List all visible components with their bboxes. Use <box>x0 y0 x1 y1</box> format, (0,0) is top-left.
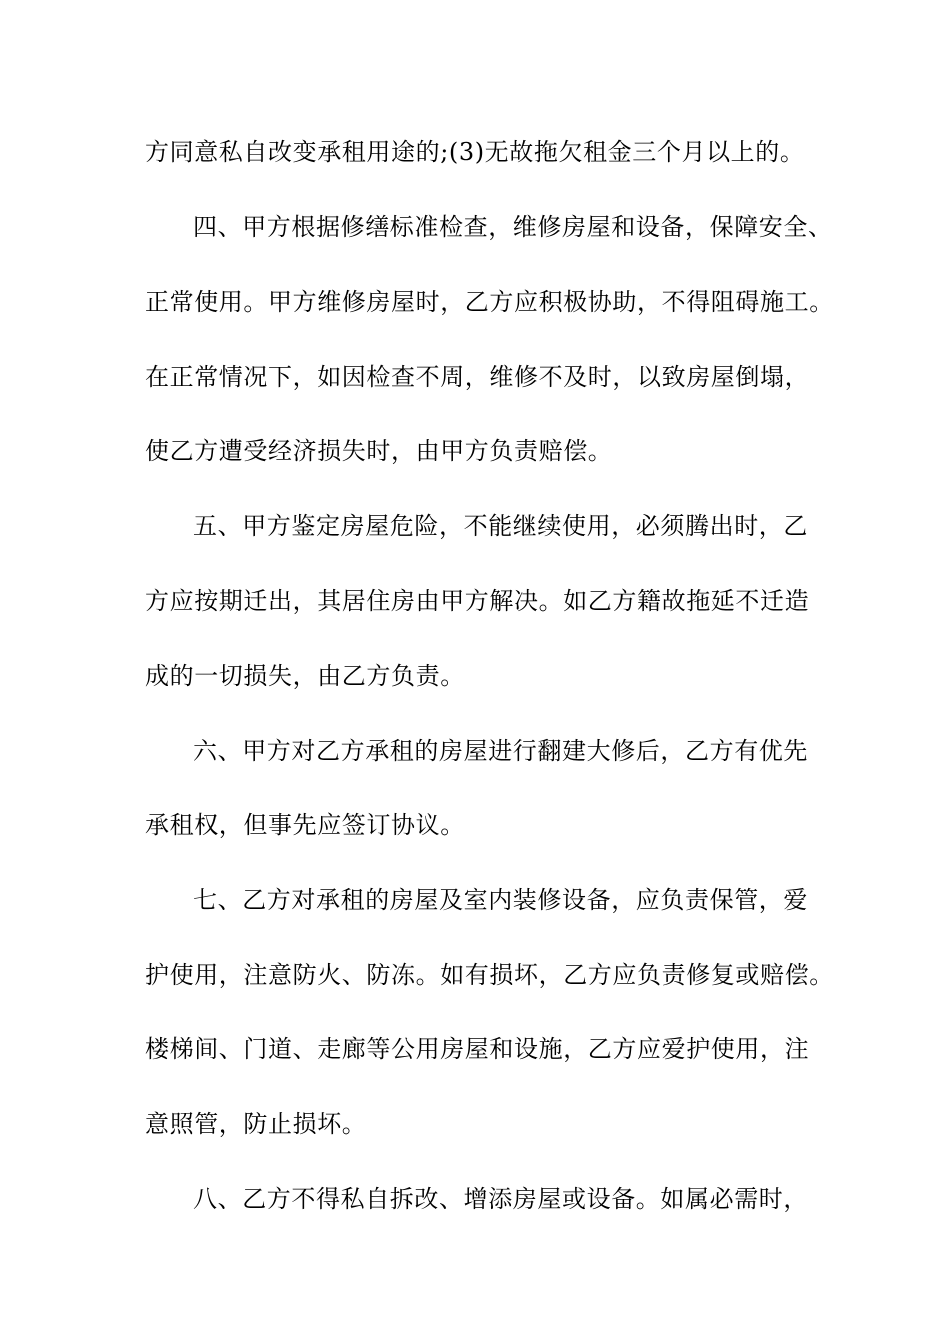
text-line: 方应按期迁出，其居住房由甲方解决。如乙方籍故拖延不迁造 <box>145 587 810 615</box>
text-line: 楼梯间、门道、走廊等公用房屋和设施，乙方应爱护使用，注 <box>145 1035 810 1063</box>
paragraph-5-line: 五、甲方鉴定房屋危险，不能继续使用，必须腾出时，乙 <box>193 512 808 540</box>
text-line: 使乙方遭受经济损失时，由甲方负责赔偿。 <box>145 437 613 465</box>
paragraph-8-line: 八、乙方不得私自拆改、增添房屋或设备。如属必需时， <box>193 1185 808 1213</box>
text-line: 正常使用。甲方维修房屋时，乙方应积极协助，不得阻碍施工。 <box>145 288 834 316</box>
paragraph-4-line: 四、甲方根据修缮标准检查，维修房屋和设备，保障安全、 <box>193 213 833 241</box>
text-line: 承租权，但事先应签订协议。 <box>145 811 465 839</box>
paragraph-6-line: 六、甲方对乙方承租的房屋进行翻建大修后，乙方有优先 <box>193 737 808 765</box>
text-line: 护使用，注意防火、防冻。如有损坏，乙方应负责修复或赔偿。 <box>145 961 834 989</box>
paragraph-7-line: 七、乙方对承租的房屋及室内装修设备，应负责保管，爱 <box>193 886 808 914</box>
text-line: 方同意私自改变承租用途的;(3)无故拖欠租金三个月以上的。 <box>145 138 805 166</box>
text-line: 在正常情况下，如因检查不周，维修不及时，以致房屋倒塌， <box>145 363 810 391</box>
text-line: 意照管，防止损坏。 <box>145 1110 367 1138</box>
text-line: 成的一切损失，由乙方负责。 <box>145 662 465 690</box>
